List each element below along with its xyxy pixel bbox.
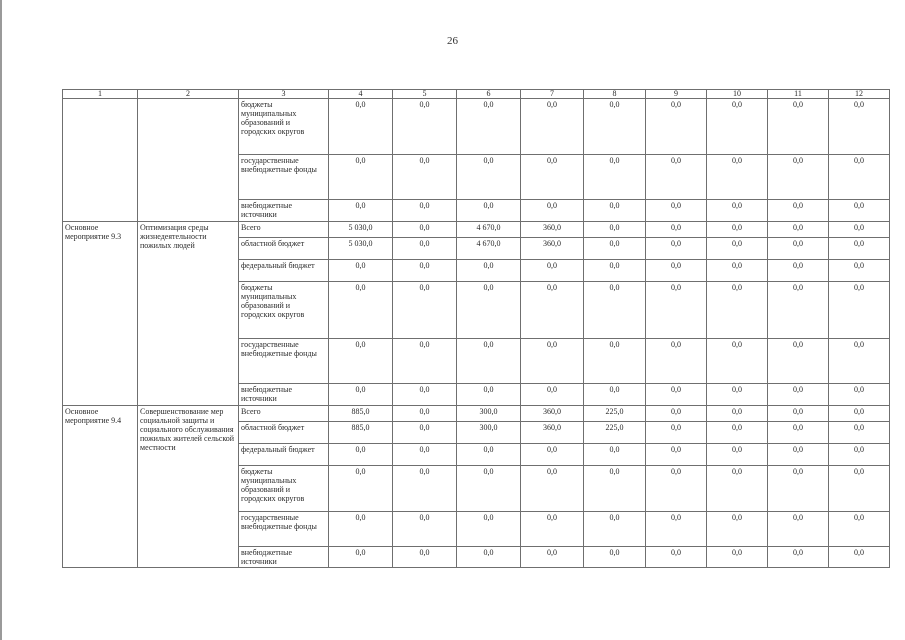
funding-source: Всего <box>239 406 329 422</box>
amount-cell: 0,0 <box>521 444 584 466</box>
amount-cell: 225,0 <box>584 422 646 444</box>
amount-cell: 0,0 <box>457 384 521 406</box>
amount-cell: 0,0 <box>584 222 646 238</box>
amount-cell: 0,0 <box>329 512 393 547</box>
table-row <box>63 99 890 155</box>
amount-cell: 0,0 <box>521 200 584 222</box>
amount-cell: 0,0 <box>768 155 829 200</box>
measure-name: Оптимизация среды жизнедеятельности пожилых людей <box>138 222 239 406</box>
funding-source: Всего <box>239 222 329 238</box>
amount-cell: 0,0 <box>457 200 521 222</box>
amount-cell: 0,0 <box>457 547 521 568</box>
column-number: 9 <box>646 90 707 99</box>
amount-cell: 0,0 <box>707 422 768 444</box>
amount-cell: 0,0 <box>393 406 457 422</box>
funding-source: бюджеты муниципальных образований и городских округов <box>239 466 329 512</box>
measure-code-cell <box>63 99 138 222</box>
amount-cell: 0,0 <box>829 444 890 466</box>
amount-cell: 885,0 <box>329 422 393 444</box>
amount-cell: 0,0 <box>393 422 457 444</box>
amount-cell: 0,0 <box>521 339 584 384</box>
amount-cell: 0,0 <box>646 406 707 422</box>
measure-name: Совершенствование мер социальной защиты и социального обслуживания пожилых жителей сельской местности <box>138 406 239 568</box>
amount-cell: 0,0 <box>646 222 707 238</box>
amount-cell: 0,0 <box>829 466 890 512</box>
funding-source: областной бюджет <box>239 238 329 260</box>
funding-table <box>62 89 890 568</box>
column-number: 3 <box>239 90 329 99</box>
measure-code: Основное мероприятие 9.3 <box>63 222 138 406</box>
amount-cell: 0,0 <box>707 466 768 512</box>
amount-cell: 0,0 <box>768 222 829 238</box>
amount-cell: 0,0 <box>829 384 890 406</box>
amount-cell: 0,0 <box>707 512 768 547</box>
amount-cell: 0,0 <box>329 466 393 512</box>
amount-cell: 0,0 <box>646 260 707 282</box>
amount-cell: 0,0 <box>646 238 707 260</box>
amount-cell: 360,0 <box>521 222 584 238</box>
column-number: 12 <box>829 90 890 99</box>
amount-cell: 0,0 <box>393 466 457 512</box>
amount-cell: 0,0 <box>829 282 890 339</box>
amount-cell: 0,0 <box>768 200 829 222</box>
funding-source: федеральный бюджет <box>239 260 329 282</box>
amount-cell: 0,0 <box>829 406 890 422</box>
amount-cell: 0,0 <box>393 547 457 568</box>
funding-source: областной бюджет <box>239 422 329 444</box>
amount-cell: 0,0 <box>584 466 646 512</box>
amount-cell: 0,0 <box>584 155 646 200</box>
amount-cell: 0,0 <box>707 444 768 466</box>
funding-source: внебюджетные источники <box>239 200 329 222</box>
amount-cell: 0,0 <box>457 260 521 282</box>
column-number: 6 <box>457 90 521 99</box>
amount-cell: 0,0 <box>829 155 890 200</box>
amount-cell: 0,0 <box>829 512 890 547</box>
funding-source: внебюджетные источники <box>239 547 329 568</box>
amount-cell: 0,0 <box>393 200 457 222</box>
amount-cell: 360,0 <box>521 238 584 260</box>
amount-cell: 0,0 <box>829 339 890 384</box>
amount-cell: 0,0 <box>768 260 829 282</box>
amount-cell: 0,0 <box>329 339 393 384</box>
amount-cell: 0,0 <box>521 260 584 282</box>
amount-cell: 885,0 <box>329 406 393 422</box>
amount-cell: 0,0 <box>768 512 829 547</box>
amount-cell: 360,0 <box>521 406 584 422</box>
amount-cell: 0,0 <box>521 512 584 547</box>
funding-source: государственные внебюджетные фонды <box>239 339 329 384</box>
amount-cell: 0,0 <box>707 200 768 222</box>
amount-cell: 225,0 <box>584 406 646 422</box>
amount-cell: 0,0 <box>646 512 707 547</box>
amount-cell: 4 670,0 <box>457 238 521 260</box>
amount-cell: 0,0 <box>521 466 584 512</box>
amount-cell: 0,0 <box>329 99 393 155</box>
amount-cell: 0,0 <box>393 238 457 260</box>
amount-cell: 360,0 <box>521 422 584 444</box>
amount-cell: 0,0 <box>707 406 768 422</box>
amount-cell: 0,0 <box>829 200 890 222</box>
amount-cell: 0,0 <box>521 547 584 568</box>
measure-name-cell <box>138 99 239 222</box>
amount-cell: 0,0 <box>329 200 393 222</box>
column-number: 2 <box>138 90 239 99</box>
funding-source: бюджеты муниципальных образований и городских округов <box>239 282 329 339</box>
amount-cell: 0,0 <box>584 512 646 547</box>
amount-cell: 0,0 <box>646 155 707 200</box>
amount-cell: 0,0 <box>646 422 707 444</box>
amount-cell: 0,0 <box>707 547 768 568</box>
amount-cell: 0,0 <box>521 155 584 200</box>
column-number-row <box>63 90 890 99</box>
amount-cell: 0,0 <box>707 260 768 282</box>
amount-cell: 0,0 <box>768 466 829 512</box>
amount-cell: 0,0 <box>457 282 521 339</box>
amount-cell: 0,0 <box>768 422 829 444</box>
amount-cell: 0,0 <box>329 444 393 466</box>
column-number: 11 <box>768 90 829 99</box>
amount-cell: 0,0 <box>707 99 768 155</box>
amount-cell: 0,0 <box>646 466 707 512</box>
amount-cell: 0,0 <box>457 444 521 466</box>
amount-cell: 0,0 <box>768 547 829 568</box>
amount-cell: 0,0 <box>707 222 768 238</box>
page-number: 26 <box>447 35 458 47</box>
amount-cell: 0,0 <box>584 200 646 222</box>
amount-cell: 0,0 <box>329 282 393 339</box>
amount-cell: 0,0 <box>584 260 646 282</box>
funding-source: федеральный бюджет <box>239 444 329 466</box>
amount-cell: 0,0 <box>768 444 829 466</box>
amount-cell: 0,0 <box>393 260 457 282</box>
amount-cell: 0,0 <box>393 512 457 547</box>
amount-cell: 300,0 <box>457 422 521 444</box>
amount-cell: 0,0 <box>521 384 584 406</box>
amount-cell: 0,0 <box>329 260 393 282</box>
measure-code: Основное мероприятие 9.4 <box>63 406 138 568</box>
amount-cell: 300,0 <box>457 406 521 422</box>
page-left-edge <box>0 0 2 640</box>
amount-cell: 0,0 <box>707 155 768 200</box>
amount-cell: 0,0 <box>829 99 890 155</box>
column-number: 8 <box>584 90 646 99</box>
amount-cell: 0,0 <box>646 547 707 568</box>
amount-cell: 0,0 <box>393 155 457 200</box>
amount-cell: 0,0 <box>768 238 829 260</box>
amount-cell: 0,0 <box>646 99 707 155</box>
amount-cell: 0,0 <box>646 384 707 406</box>
funding-source: государственные внебюджетные фонды <box>239 155 329 200</box>
amount-cell: 0,0 <box>707 384 768 406</box>
amount-cell: 0,0 <box>584 99 646 155</box>
amount-cell: 0,0 <box>393 339 457 384</box>
amount-cell: 0,0 <box>768 406 829 422</box>
amount-cell: 0,0 <box>584 238 646 260</box>
amount-cell: 0,0 <box>768 99 829 155</box>
amount-cell: 0,0 <box>393 444 457 466</box>
amount-cell: 0,0 <box>584 282 646 339</box>
amount-cell: 0,0 <box>646 339 707 384</box>
column-number: 1 <box>63 90 138 99</box>
amount-cell: 0,0 <box>584 444 646 466</box>
amount-cell: 0,0 <box>584 384 646 406</box>
column-number: 4 <box>329 90 393 99</box>
amount-cell: 5 030,0 <box>329 238 393 260</box>
amount-cell: 0,0 <box>768 282 829 339</box>
column-number: 10 <box>707 90 768 99</box>
table-body <box>63 90 890 568</box>
amount-cell: 0,0 <box>768 384 829 406</box>
table-row <box>63 222 890 238</box>
funding-source: внебюджетные источники <box>239 384 329 406</box>
amount-cell: 0,0 <box>393 222 457 238</box>
amount-cell: 0,0 <box>457 99 521 155</box>
amount-cell: 0,0 <box>829 422 890 444</box>
amount-cell: 0,0 <box>646 444 707 466</box>
amount-cell: 0,0 <box>393 384 457 406</box>
amount-cell: 0,0 <box>829 260 890 282</box>
amount-cell: 0,0 <box>393 282 457 339</box>
amount-cell: 0,0 <box>329 547 393 568</box>
amount-cell: 0,0 <box>829 238 890 260</box>
amount-cell: 0,0 <box>393 99 457 155</box>
table-row <box>63 406 890 422</box>
amount-cell: 0,0 <box>457 466 521 512</box>
funding-source: государственные внебюджетные фонды <box>239 512 329 547</box>
funding-source: бюджеты муниципальных образований и городских округов <box>239 99 329 155</box>
amount-cell: 0,0 <box>584 339 646 384</box>
amount-cell: 0,0 <box>829 222 890 238</box>
amount-cell: 0,0 <box>707 339 768 384</box>
amount-cell: 0,0 <box>329 384 393 406</box>
amount-cell: 0,0 <box>707 238 768 260</box>
amount-cell: 0,0 <box>329 155 393 200</box>
amount-cell: 0,0 <box>829 547 890 568</box>
amount-cell: 0,0 <box>457 339 521 384</box>
amount-cell: 0,0 <box>584 547 646 568</box>
amount-cell: 0,0 <box>457 155 521 200</box>
amount-cell: 5 030,0 <box>329 222 393 238</box>
amount-cell: 0,0 <box>646 200 707 222</box>
amount-cell: 0,0 <box>521 282 584 339</box>
amount-cell: 0,0 <box>707 282 768 339</box>
column-number: 7 <box>521 90 584 99</box>
amount-cell: 4 670,0 <box>457 222 521 238</box>
amount-cell: 0,0 <box>457 512 521 547</box>
amount-cell: 0,0 <box>768 339 829 384</box>
amount-cell: 0,0 <box>521 99 584 155</box>
amount-cell: 0,0 <box>646 282 707 339</box>
column-number: 5 <box>393 90 457 99</box>
